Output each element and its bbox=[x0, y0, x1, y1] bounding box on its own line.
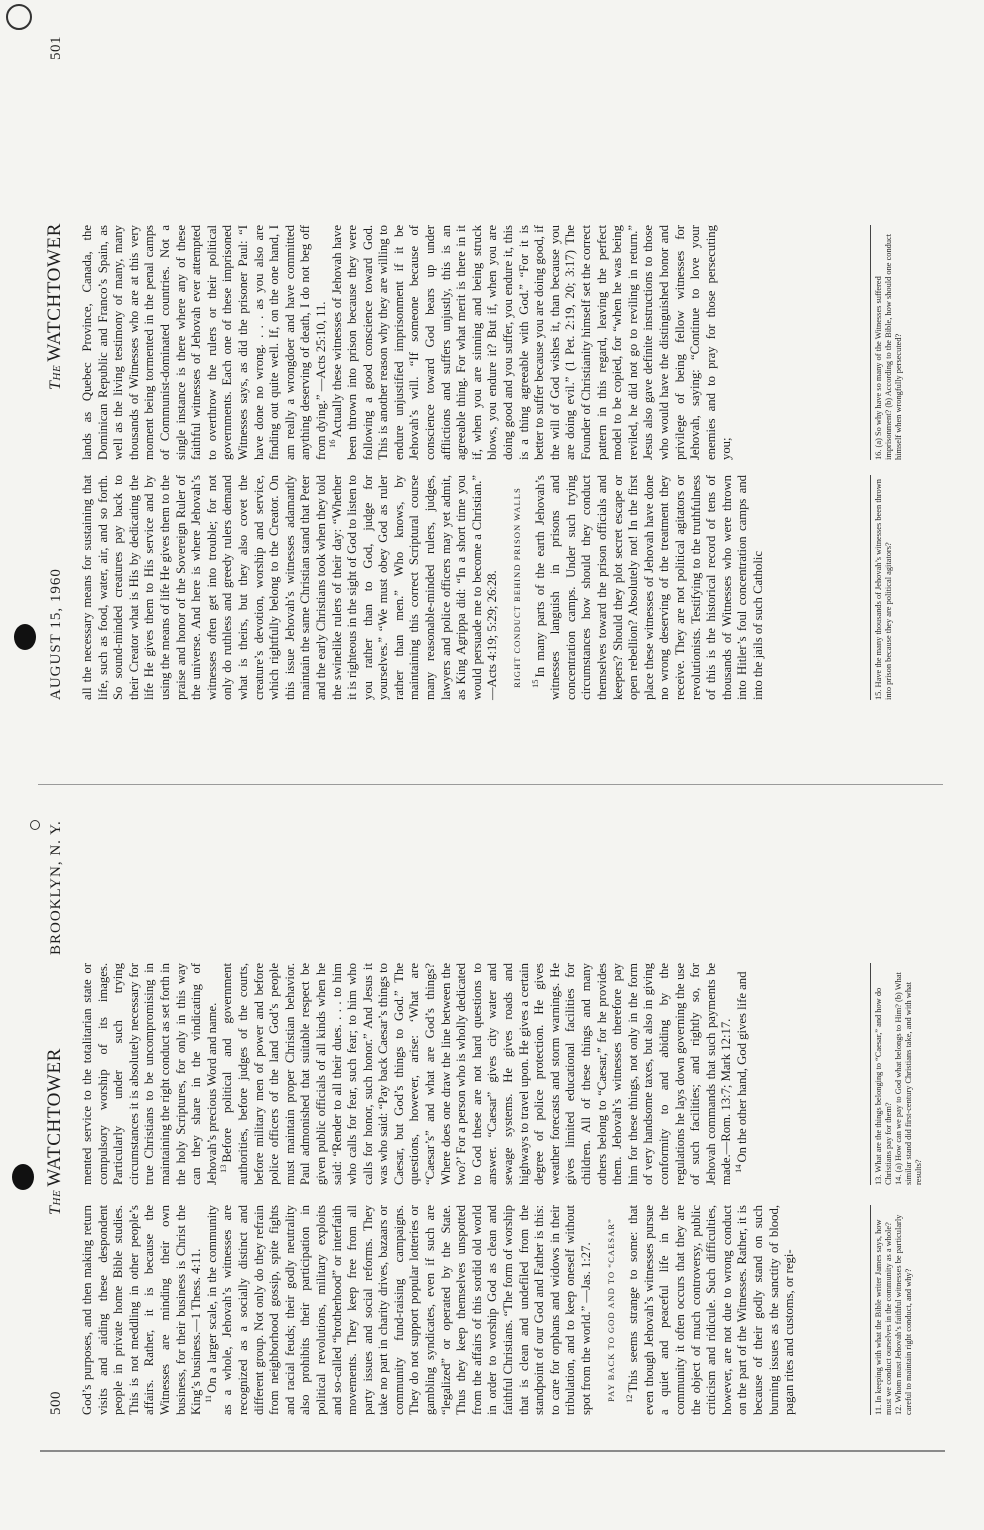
page-number: 501 bbox=[48, 36, 64, 60]
paragraph-number: 11 bbox=[202, 1394, 213, 1403]
paragraph: lands as Quebec Province, Canada, the Dominican Republic and Franco’s Spain, as well as the living testimony of many, many thousands of Witnesses who are at this very moment being tormented in the penal camps of Communist-dominated countries. Not a single instance is there where any of these faithful witnesses of Jehovah ever attempted to overthrow the rulers or their political governments. Each one of these imprisoned Witnesses says, as did the prisoner Paul: “I have done no wrong. . . . as you also are finding out quite well. If, on the one hand, I am really a wrongdoer and have committed anything deserving of death, I do not beg off from dying.” —Acts 25:10, 11. bbox=[80, 225, 328, 460]
footnote-block bbox=[870, 1205, 914, 1415]
paragraph bbox=[327, 225, 735, 460]
paragraph-text: This seems strange to some: that even though Jehovah’s witnesses pursue a quiet and peaceful life in the community it often occurs that they are the object of much controversy, public criticism and ridicule. Such difficulties, however, are not due to wrong conduct on the part of the Witnesses. Rather, it is because of their godly stand on such burning issues as the sanctity of blood, pagan rites and customs, or regi- bbox=[626, 1205, 797, 1415]
paragraph-text: In many parts of the earth Jehovah’s witnesses languish in prisons and concentration camps. Under such trying circumstances how should they conduct themselves toward the prison officials and keepers? Should they plot secret escape or open rebellion? Absolutely not! In the first place these witnesses of Jehovah have done no wrong deserving of the treatment they receive. They are not political agitators or revolutionists. Testifying to the truthfulness of this is the historical record of tens of thousands of Witnesses who were thrown into Hitler’s foul concentration camps and into the jails of such Catholic bbox=[532, 475, 765, 700]
right-page-header bbox=[42, 0, 72, 800]
paragraph-text: Actually these witnesses of Jehovah have been thrown into prison because they were following a good conscience toward God. This is another reason why they are willing to endure unjustified imprisonment if it be Jehovah’s will. “If someone because of conscience toward God bears up under afflictions and suffers unjustly, this is an agreeable thing. For what merit is there in it if, when you are sinning and being struck blows, you endure it? But if, when you are doing good and you suffer, you endure it, this is a thing agreeable with God.” “For it is better to suffer because you are doing good, if the will of God wishes it, than because you are doing evil.” (1 Pet. 2:19, 20; 3:17) The Founder of Christianity himself set the correct pattern in this regard, leaving the perfect model to be copied, for “when he was being reviled, he did not go to reviling in return.” Jesus also gave definite instructions to those who would have the distinguished honor and privilege of being fellow witnesses for Jehovah, saying: “Continue to love your enemies and to pray for those persecuting you; bbox=[329, 225, 734, 460]
paragraph: all the necessary means for sustaining that life, such as food, water, air, and so forth. So sound-minded creatures pay back to their Creator what is His by dedicating the life He gives them to His service and by using the means of life He gives them to the praise and honor of the Sovereign Ruler of the universe. And here is where Jehovah’s witnesses often get into trouble; for not only do ruthless and greedy rulers demand what is theirs, but they also covet the creature’s devotion, worship and service, which rightfully belong to the Creator. On this issue Jehovah’s witnesses adamantly maintain the same Christian stand that Peter and the early Christians took when they told the swinelike rulers of their day: “Whether it is righteous in the sight of God to listen to you rather than to God, judge for yourselves.” “We must obey God as ruler rather than men.” Who knows, by maintaining this correct Scriptural course many reasonable-minded rulers, judges, lawyers and police officers may yet admit, as King Agrippa did: “In a short time you would persuade me to become a Christian.” —Acts 4:19; 5:29; 26:28. bbox=[80, 475, 500, 700]
paragraph-number: 16 bbox=[327, 439, 338, 448]
footnote: 11. In keeping with what the Bible writer James says, how must we conduct ourselves in the community as a whole? bbox=[874, 1219, 893, 1415]
footnote-block bbox=[870, 225, 904, 460]
magazine-title-text: WATCHTOWER bbox=[44, 222, 65, 362]
section-subheading: PAY BACK TO GOD AND TO “CAESAR” bbox=[605, 1218, 616, 1402]
magazine-title-prefix: The bbox=[47, 1189, 64, 1215]
paragraph bbox=[220, 963, 735, 1185]
page-number: 500 bbox=[48, 1391, 64, 1415]
magazine-title bbox=[44, 1048, 66, 1215]
section-subheading: RIGHT CONDUCT BEHIND PRISON WALLS bbox=[512, 487, 523, 688]
paragraph bbox=[530, 475, 767, 700]
footnote: 15. Have the many thousands of Jehovah’s witnesses been thrown into prison because they are political agitators? bbox=[874, 479, 893, 700]
paragraph bbox=[732, 963, 751, 1185]
paragraph-number: 14 bbox=[732, 1164, 743, 1173]
magazine-title-prefix: The bbox=[47, 364, 64, 390]
text-column bbox=[80, 225, 735, 460]
footnote: 16. (a) So why have so many of the Witnesses suffered imprisonment? (b) According to the Bible, how should one conduct himself when wrongfully persecuted? bbox=[874, 233, 903, 460]
paragraph-number: 13 bbox=[218, 1164, 229, 1173]
paragraph bbox=[623, 1205, 798, 1415]
paragraph-text: On the other hand, God gives life and bbox=[734, 971, 749, 1163]
footnote: 12. Whom must Jehovah’s faithful witnesses be particularly careful to maintain right conduct, and why? bbox=[894, 1214, 913, 1415]
text-column bbox=[80, 1205, 798, 1415]
location-label: BROOKLYN, N. Y. bbox=[48, 820, 64, 955]
paragraph bbox=[202, 1205, 595, 1415]
issue-date: AUGUST 15, 1960 bbox=[48, 568, 64, 700]
text-column bbox=[80, 963, 751, 1185]
paragraph: God’s purposes, and then making return visits and aiding these despondent people in private home Bible studies. This is not meddling in other people’s affairs. Rather, it is because the Witnesses are minding their own business, for their business is Christ the King’s business.—1 Thess. 4:11. bbox=[80, 1205, 204, 1415]
magazine-title bbox=[44, 223, 66, 390]
paragraph-number: 12 bbox=[623, 1394, 634, 1403]
paragraph: mented service to the totalitarian state or compulsory worship of its images. Particularly under such trying circumstances it is absolutely necessary for true Christians to be uncompromising in maintaining the right conduct as set forth in the holy Scriptures, for only in this way can they share in the vindicating of Jehovah’s precious Word and name. bbox=[80, 963, 219, 1185]
footnote: 14. (a) How can we pay to God what belongs to Him? (b) What similar stand did first-century Christians take, and with what results? bbox=[894, 972, 923, 1185]
paragraph-text: On a larger scale, in the community as a whole, Jehovah’s witnesses are recognized as a socially distinct and different group. Not only do they refrain from neighborhood gossip, spite fights and racial feuds; their godly neutrality also prohibits their participation in political revolutions, military exploits and so-called “brotherhood” or interfaith movements. They keep free from all party issues and social reforms. They take no part in charity drives, bazaars or community fund-raising campaigns. They do not support popular lotteries or gambling syndicates, even if such are “legalized” or operated by the State. Thus they keep themselves unspotted from the affairs of this sordid old world in order to worship God as clean and faithful Christians. “The form of worship that is clean and undefiled from the standpoint of our God and Father is this: to care for orphans and widows in their tribulation, and to keep oneself without spot from the world.” —Jas. 1:27. bbox=[204, 1205, 593, 1415]
footnote-block bbox=[870, 963, 924, 1185]
paragraph-text: Before political and government authorities, before judges of the courts, before military men of power and before police officers of the land God’s people must maintain proper Christian behavior. Paul admonished that suitable respect be given public officials of all kinds when he said: “Render to all their dues. . . . to him who calls for fear, such fear; to him who calls for honor, such honor.” And Jesus it was who said: “Pay back Caesar’s things to Caesar, but God’s things to God.” The questions, however, arise: ‘What are “Caesar’s” and what are God’s things? Where does one draw the line between the two?’ For a person who is wholly dedicated to God these are not hard questions to answer. “Caesar” gives city water and sewage systems. He gives roads and highways to travel upon. He gives a certain degree of police protection. He gives weather forecasts and storm warnings. He gives limited educational facilities for children. All of these things and many others belong to “Caesar,” for he provides them. Jehovah’s witnesses therefore pay him for these things, not only in the form of very handsome taxes, but also in giving conformity to and abiding by the regulations he lays down governing the use of such facilities; and rightly so, for Jehovah commands that such payments be made.—Rom. 13:7; Mark 12:17. bbox=[220, 963, 734, 1185]
left-page bbox=[0, 800, 984, 1530]
paragraph-number: 15 bbox=[530, 679, 541, 688]
magazine-title-text: WATCHTOWER bbox=[44, 1047, 65, 1187]
footnote: 13. What are the things belonging to “Caesar,” and how do Christians pay for them? bbox=[874, 987, 893, 1185]
left-page-header bbox=[42, 800, 72, 1530]
text-column bbox=[80, 475, 767, 700]
footnote-block bbox=[870, 475, 894, 700]
